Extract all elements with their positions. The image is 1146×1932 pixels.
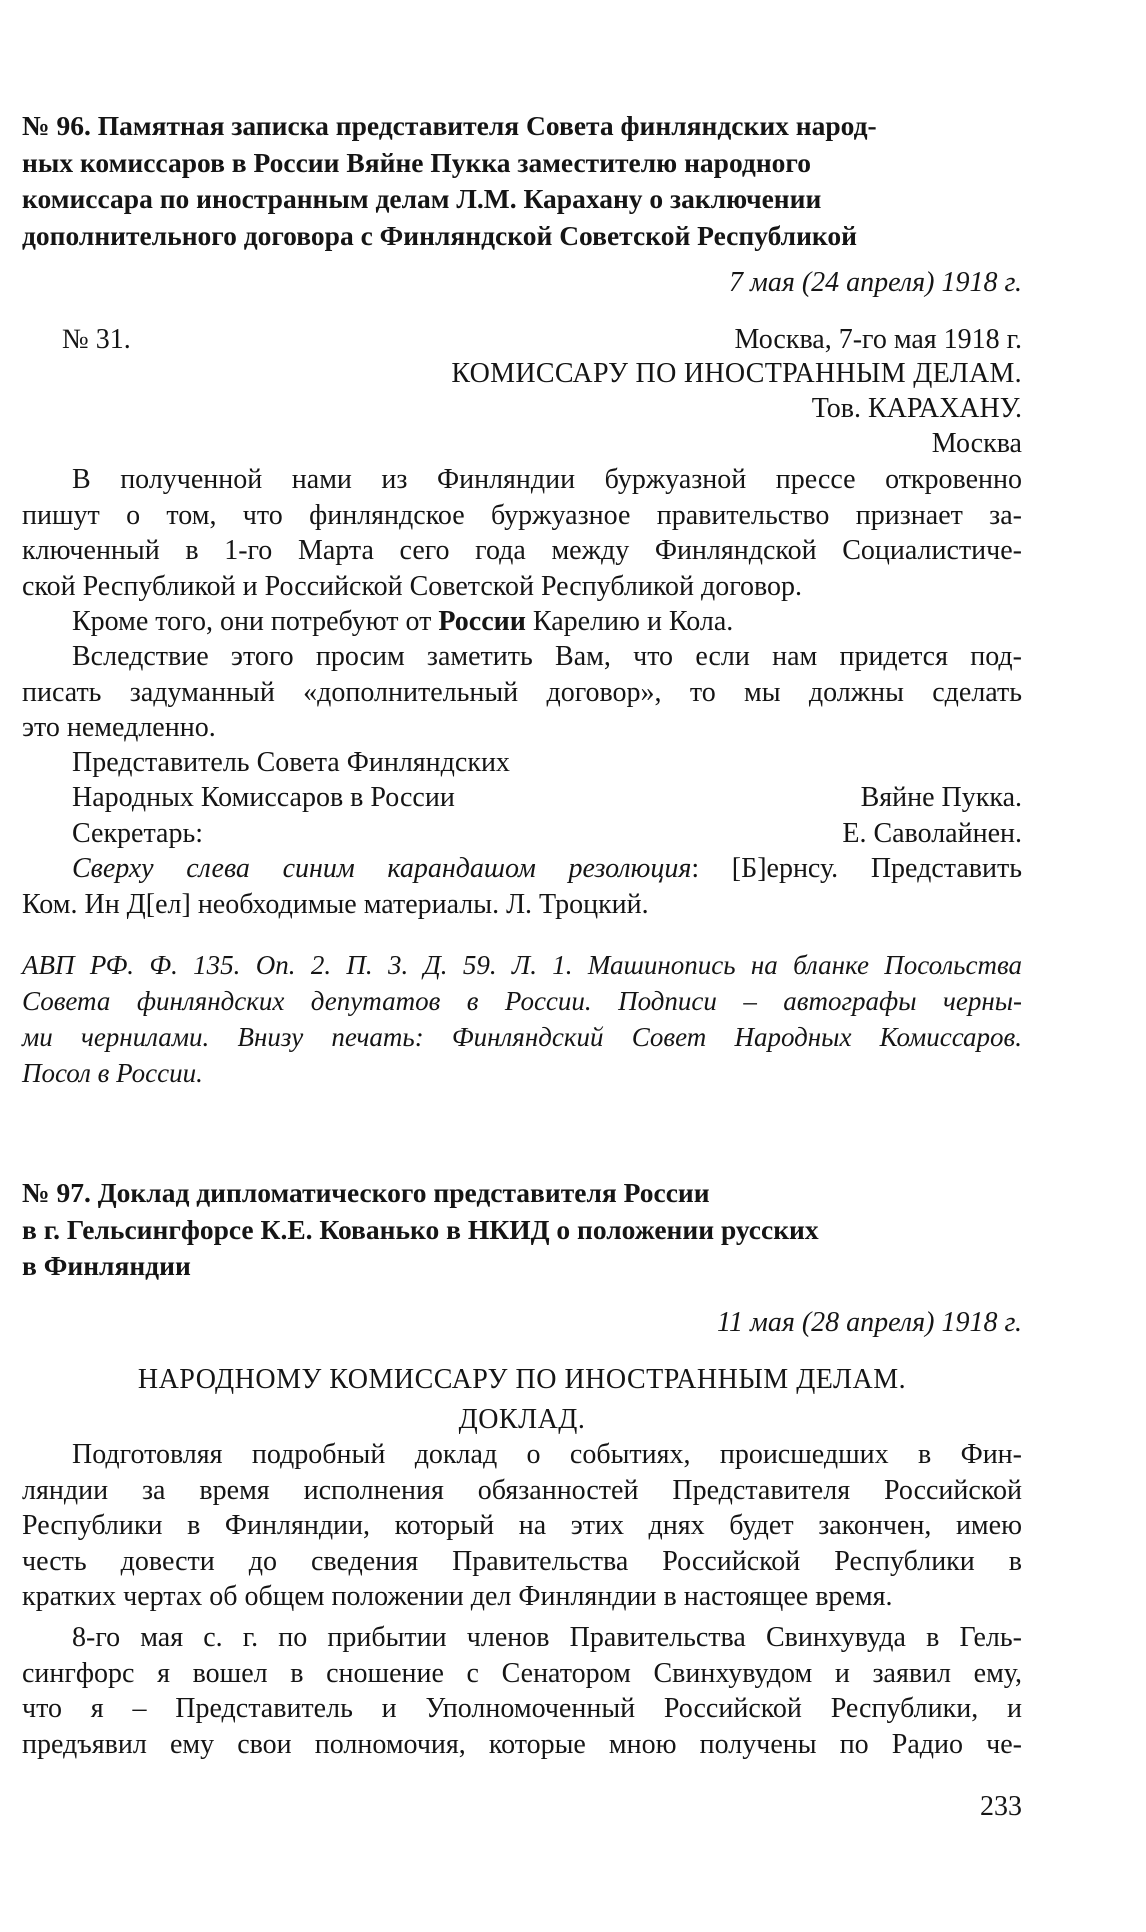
text-line: это немедленно. bbox=[22, 712, 216, 743]
text-line: ми чернилами. Внизу печать: Финляндский Совет Народных Комиссаров. bbox=[22, 1022, 1022, 1052]
doc97-addressee: НАРОДНОМУ КОМИССАРУ ПО ИНОСТРАННЫМ ДЕЛАМ. bbox=[137, 1364, 907, 1395]
text-line: Ком. Ин Д[ел] необходимые материалы. Л. Троцкий. bbox=[22, 888, 649, 920]
text-line: Республики в Финляндии, который на этих днях будет закончен, имею bbox=[22, 1510, 1022, 1541]
heading-line: № 96. Памятная записка представителя Совета финляндских народ- bbox=[22, 110, 877, 141]
text-line: предъявил ему свои полномочия, которые мною получены по Радио че- bbox=[22, 1728, 1022, 1760]
italic-text: Сверху слева синим карандашом резолюция bbox=[72, 853, 692, 884]
bold-text: России bbox=[438, 606, 526, 637]
heading-line: ных комиссаров в России Вяйне Пукка заместителю народного bbox=[22, 146, 811, 178]
doc96-signature-line-3 bbox=[72, 816, 1022, 852]
doc96-signature-line-2 bbox=[72, 780, 1022, 816]
text-line: сингфорс я вошел в сношение с Сенатором Свинхувудом и заявил ему, bbox=[22, 1657, 1022, 1689]
heading-line: дополнительного договора с Финляндской Советской Республикой bbox=[22, 219, 858, 251]
secretary-name: Е. Саволайнен. bbox=[842, 818, 1022, 849]
doc96-date: 7 мая (24 апреля) 1918 г. bbox=[728, 267, 1022, 298]
text-line bbox=[22, 604, 1022, 640]
text-line: ляндии за время исполнения обязанностей Представителя Российской bbox=[22, 1474, 1022, 1506]
text-segment: Кроме того, они потребуют от bbox=[72, 606, 439, 637]
heading-line: № 97. Доклад дипломатического представителя России bbox=[22, 1177, 710, 1208]
text-segment: : [Б]ернсу. Представить bbox=[691, 853, 1023, 884]
doc96-resolution bbox=[22, 851, 1022, 922]
signature-title: Народных Комиссаров в России bbox=[72, 782, 455, 813]
doc96-paragraph-3 bbox=[22, 639, 1022, 746]
doc96-archive-source bbox=[22, 947, 1022, 1091]
text-line: писать задуманный «дополнительный договор», то мы должны сделать bbox=[22, 676, 1022, 708]
text-line: Посол в России. bbox=[22, 1058, 203, 1088]
doc97-date: 11 мая (28 апреля) 1918 г. bbox=[717, 1307, 1022, 1338]
text-line: пишут о том, что финляндское буржуазное правительство признает за- bbox=[22, 499, 1022, 531]
text-line: Подготовляя подробный доклад о событиях, происшедших в Фин- bbox=[72, 1439, 1022, 1470]
doc96-paragraph-1 bbox=[22, 462, 1022, 604]
text-line bbox=[22, 851, 1022, 887]
doc96-signature-line-1: Представитель Совета Финляндских bbox=[72, 747, 510, 778]
heading-line: в Финляндии bbox=[22, 1250, 191, 1281]
text-line: ской Республикой и Российской Советской Республикой договор. bbox=[22, 570, 803, 602]
text-line: АВП РФ. Ф. 135. Оп. 2. П. 3. Д. 59. Л. 1. Машинопись на бланке Посольства bbox=[22, 950, 1022, 980]
doc96-addressee: КОМИССАРУ ПО ИНОСТРАННЫМ ДЕЛАМ. bbox=[451, 358, 1022, 389]
text-line: 8-го мая с. г. по прибытии членов Правительства Свинхувуда в Гель- bbox=[72, 1622, 1022, 1653]
text-line: ключенный в 1-го Марта сего года между Финляндской Социалистиче- bbox=[22, 535, 1022, 566]
text-line: Вследствие этого просим заметить Вам, что если нам придется под- bbox=[72, 641, 1022, 672]
text-line: что я – Представитель и Уполномоченный Российской Республики, и bbox=[22, 1693, 1022, 1724]
doc96-addressee-name: Тов. КАРАХАНУ. bbox=[811, 393, 1022, 424]
secretary-label: Секретарь: bbox=[72, 818, 204, 849]
document-page bbox=[22, 0, 1022, 1932]
doc97-paragraph-2 bbox=[22, 1620, 1022, 1762]
doc97-paragraph-1 bbox=[22, 1437, 1022, 1615]
text-line: Совета финляндских депутатов в России. Подписи – автографы черны- bbox=[22, 986, 1022, 1016]
doc97-heading bbox=[22, 1175, 1022, 1285]
heading-line: в г. Гельсингфорсе К.Е. Кованько в НКИД о положении русских bbox=[22, 1213, 819, 1245]
page-number: 233 bbox=[980, 1791, 1022, 1822]
doc97-title: ДОКЛАД. bbox=[458, 1404, 586, 1435]
doc96-addressee-city: Москва bbox=[931, 428, 1022, 459]
text-segment: Карелию и Кола. bbox=[525, 606, 734, 637]
doc96-paragraph-2 bbox=[22, 604, 1022, 640]
text-line: честь довести до сведения Правительства Российской Республики в bbox=[22, 1545, 1022, 1577]
signature-name: Вяйне Пукка. bbox=[860, 782, 1022, 813]
doc96-heading bbox=[22, 108, 1022, 254]
doc96-place-date: Москва, 7-го мая 1918 г. bbox=[734, 324, 1022, 355]
text-line: В полученной нами из Финляндии буржуазной прессе откровенно bbox=[72, 464, 1022, 495]
text-line: кратких чертах об общем положении дел Финляндии в настоящее время. bbox=[22, 1581, 893, 1612]
heading-line: комиссара по иностранным делам Л.М. Карахану о заключении bbox=[22, 183, 822, 214]
doc96-number: № 31. bbox=[62, 324, 131, 355]
